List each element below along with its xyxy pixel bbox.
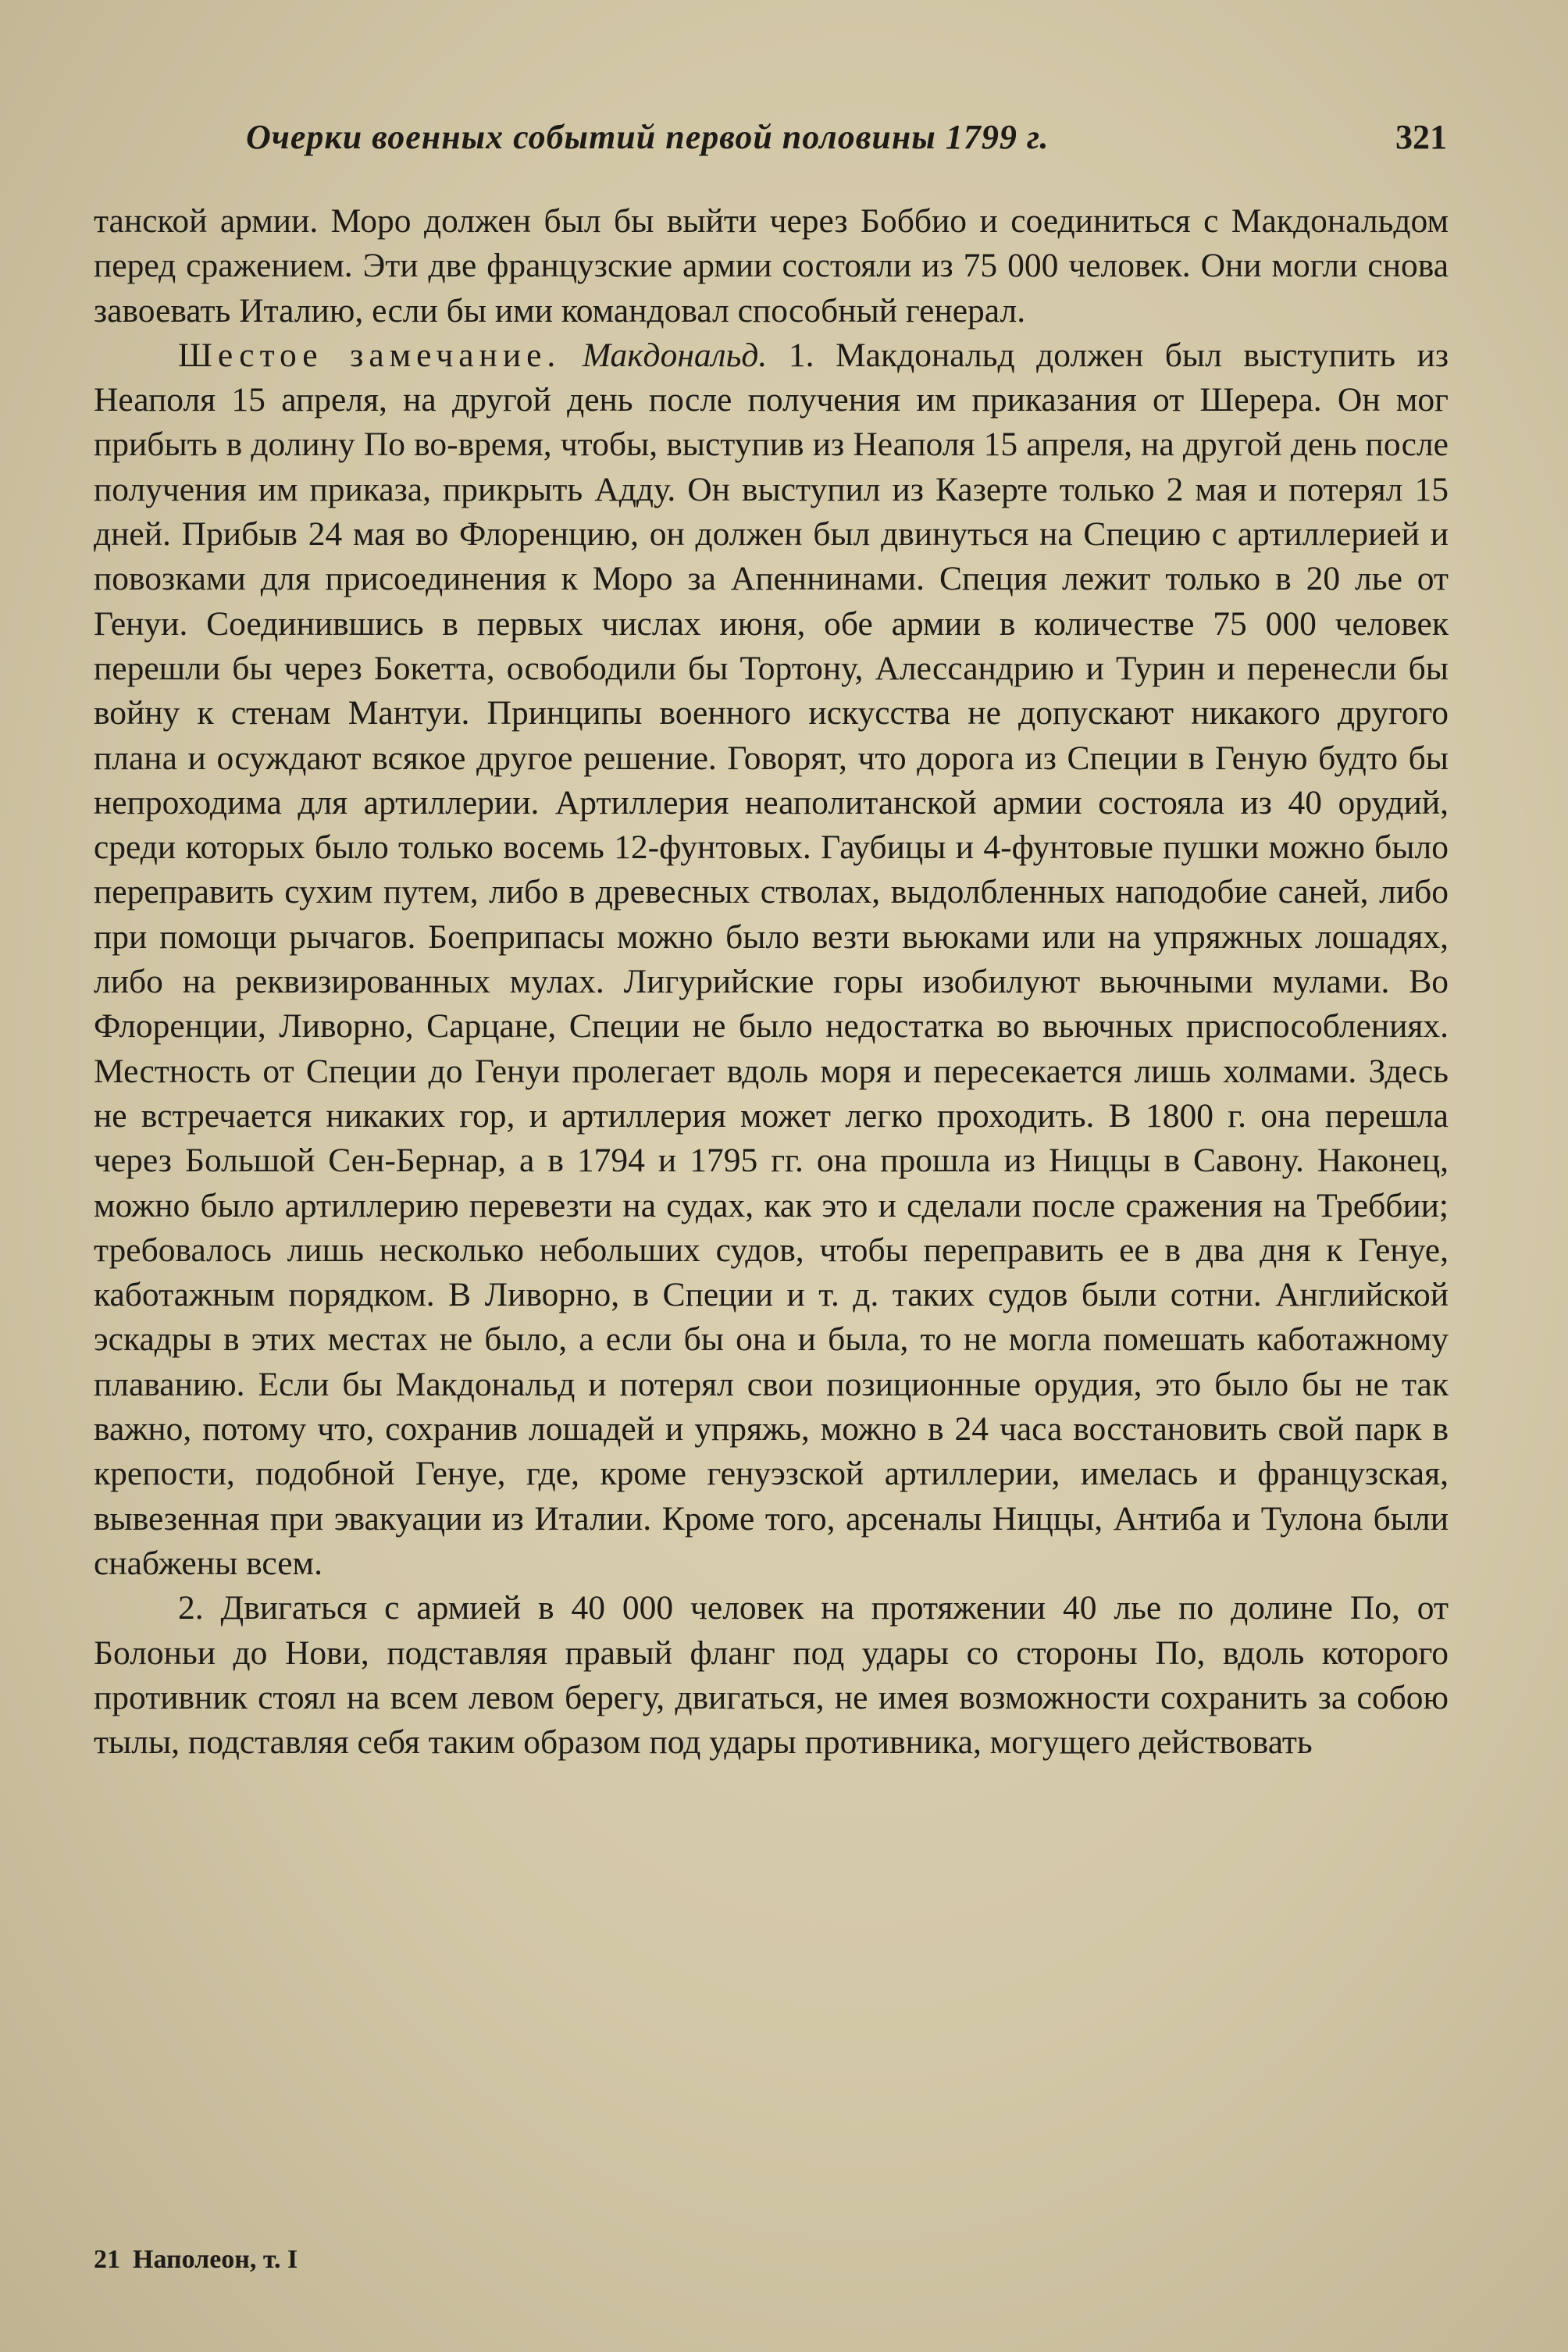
body-text bbox=[94, 199, 1449, 1765]
page-footer bbox=[94, 2245, 298, 2275]
running-title: Очерки военных событий первой половины 1799 г. bbox=[246, 118, 1049, 156]
paragraph-sixth-remark bbox=[94, 333, 1449, 1586]
paragraph-text: 1. Макдональд должен был выступить из Неаполя 15 апреля, на другой день после получения им приказания от Шерера. Он мог прибыть в долину По во-время, чтобы, выступив из Неаполя 15 апреля, на другой день после получения им приказа, прикрыть Адду. Он выступил из Казерте только 2 мая и потерял 15 дней. Прибыв 24 мая во Флоренцию, он должен был двинуться на Специю с артиллерией и повозками для присоединения к Моро за Апеннинами. Специя лежит только в 20 лье от Генуи. Соединившись в первых числах июня, обе армии в количестве 75 000 человек перешли бы через Бокетта, освободили бы Тортону, Алессандрию и Турин и перенесли бы войну к стенам Мантуи. Принципы военного искусства не допускают никакого другого плана и осуждают всякое другое решение. Говорят, что дорога из Специи в Геную будто бы непроходима для артиллерии. Артиллерия неаполитанской армии состояла из 40 орудий, среди которых было только восемь 12-фунтовых. Гаубицы и 4-фунтовые пушки можно было переправить сухим путем, либо в древесных стволах, выдолбленных наподобие саней, либо при помощи рычагов. Боеприпасы можно было везти вьюками или на упряжных лошадях, либо на реквизированных мулах. Лигурийские горы изобилуют вьючными мулами. Во Флоренции, Ливорно, Сарцане, Специи не было недостатка во вьючных приспособлениях. Местность от Специи до Генуи пролегает вдоль моря и пересекается лишь холмами. Здесь не встречается никаких гор, и артиллерия может легко проходить. В 1800 г. она перешла через Большой Сен-Бернар, а в 1794 и 1795 гг. она прошла из Ниццы в Савону. Наконец, можно было артиллерию перевезти на судах, как это и сделали после сражения на Треббии; требовалось лишь несколько небольших судов, чтобы переправить ее в два дня к Генуе, каботажным порядком. В Ливорно, в Специи и т. д. таких судов были сотни. Английской эскадры в этих местах не было, а если бы она и была, то не могла помешать каботажному плаванию. Если бы Макдональд и потерял свои позиционные орудия, это было бы не так важно, потому что, сохранив лошадей и упряжь, можно в 24 часа восстановить свой парк в крепости, подобной Генуе, где, кроме генуэзской артиллерии, имелась и французская, вывезенная при эвакуации из Италии. Кроме того, арсеналы Ниццы, Антиба и Тулона были снабжены всем. bbox=[94, 336, 1449, 1582]
paragraph-text: танской армии. Моро должен был бы выйти через Боббио и соединиться с Макдональдом перед сражением. Эти две французские армии состояли из 75 000 человек. Они могли снова завоевать Италию, если бы ими командовал способный генерал. bbox=[94, 202, 1449, 330]
remark-subject: Макдональд. bbox=[582, 336, 768, 374]
paragraph-text: 2. Двигаться с армией в 40 000 человек на протяжении 40 лье по долине По, от Болоньи до Нови, подставляя правый фланг под удары со стороны По, вдоль которого противник стоял на всем левом берегу, двигаться, не имея возможности сохранить за собою тылы, подставляя себя таким образом под удары противника, могущего действовать bbox=[94, 1589, 1449, 1762]
signature-title: Наполеон, т. I bbox=[133, 2245, 298, 2274]
paragraph-continuation bbox=[94, 199, 1449, 333]
paragraph-point-2 bbox=[94, 1586, 1449, 1765]
signature-number: 21 bbox=[94, 2245, 120, 2274]
remark-heading: Шестое замечание. bbox=[178, 336, 561, 374]
page-number: 321 bbox=[1395, 118, 1447, 156]
page-header bbox=[94, 117, 1447, 164]
